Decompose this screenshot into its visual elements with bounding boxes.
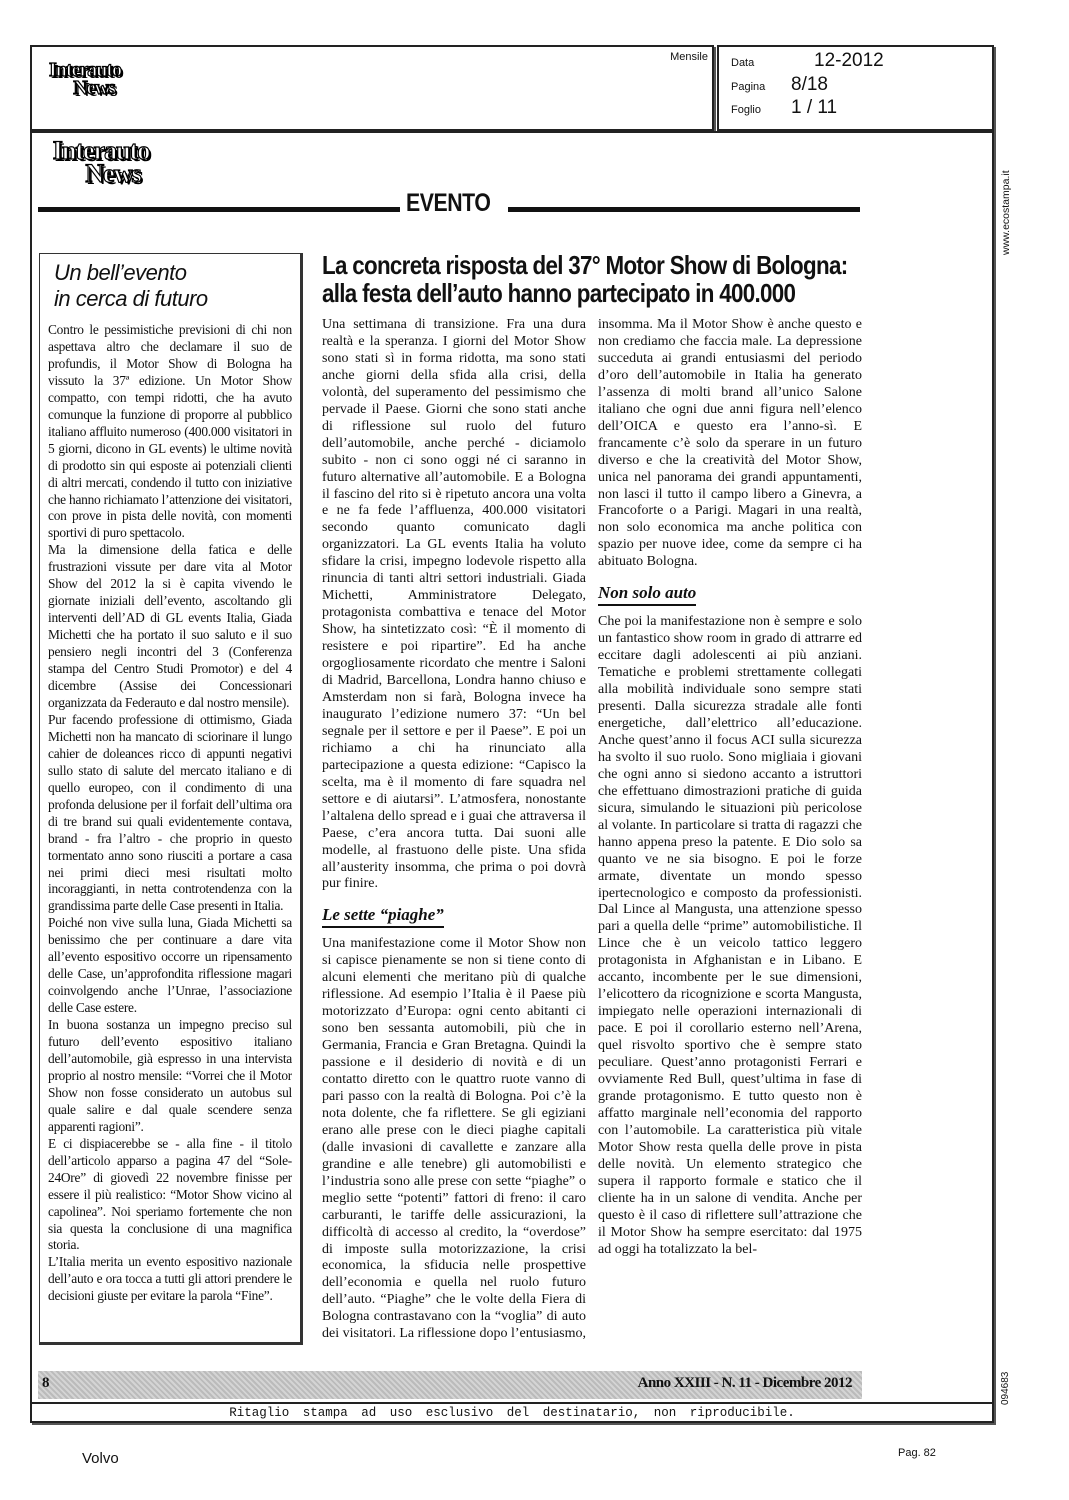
footer-issue: Anno XXIII - N. 11 - Dicembre 2012 [637,1375,852,1391]
data-value: 12-2012 [814,50,884,71]
headline-line2: alla festa dell’auto hanno partecipato in 400.000 [322,278,796,308]
body-section-1: Una manifestazione come il Motor Show non si capisce pienamente se non si tiene conto di alcuni elementi che meritano più di qualche riflessione. Ad esempio l’Italia è il Paese più motorizzato d’Europa: ogni cento abitanti ci sono ben sessanta automobili, più che in Germania, Francia e Gran Bretagna. Quindi la passione e il desiderio di novità e di un contatto diretto con le quattro ruote vanno di pari passo con la realtà di Bologna. Poi c’è la nota dolente, che fa riflettere. Se gli egiziani erano alle prese con le dieci piaghe capitali (dalle invasioni di cavallette e zanzare alla grandine e alle tenebre) gli automobilisti e l’industria sono alle prese con sette “piaghe” o meglio sette “potenti” fattori di freno: il caro carburanti, le tariffe delle assicurazioni, la difficoltà di accesso al credito, la “overdose” di imposte sulla motorizzazione, la crisi economica, la sfiducia nelle prospettive dell’economia e quella nel ruolo futuro dell’auto. “Piaghe” che le volte della Fiera di Bologna contrastavano con la “voglia” di auto dei visitatori. La riflessione dopo l’entusiasmo, insomma. Ma il Motor Show è anche questo e non crediamo che faccia male. La depressione succeduta ai grandi entusiasmi del periodo d’oro dell’automobile in Italia ha generato l’assenza di molti brand all’unico Salone italiano che ogni due anni figura nell’elenco dell’OICA e questo era l’anno-sì. E francamente c’è solo da sperare in un futuro diverso e che la creatività del Motor Show, unica nel panorama dei grandi appuntamenti, non lasci il tutto il campo libero a Ginevra, a Francoforte o a Parigi. Magari in una realtà, non solo economica ma anche politica con spazio per nuove idee, come da sempre ci ha abituato Bologna. [322,317,862,1342]
frequency-label: Mensile [670,51,708,63]
sidebar-title-line1: Un bell’evento [54,260,187,285]
body-section-2: Che poi la manifestazione non è sempre e solo un fantastico show room in grado di attrarre ed eccitare dagli adolescenti ai più anziani. Tematiche e problemi strettamente collegati alla mobilità individuale sono sempre stati presenti. Dalla sicurezza stradale alle fonti energetiche, dall’elettrico all’educazione. Anche quest’anno il focus ACI sulla sicurezza ha svolto il suo ruolo. Sono migliaia i giovani che ogni anno si siedono accanto a istruttori che effettuano dimostrazioni pratiche di guida sicura, simulando le situazioni più pericolose al volante. In particolare si tratta di ragazzi che hanno appena preso la patente. E Dio solo sa quanto ve ne sia bisogno. E poi le forze armate, diventate un mondo spesso ipertecnologico e composto da professionisti. Dal Lince al Mangusta, una attenzione spesso pari a quella delle “prime” automobilistiche. Il Lince che è un veicolo tattico leggero protagonista in Afghanistan e in Libano. E accanto, incombente per le sue dimensioni, l’elicottero da ricognizione e scorta Mangusta, impiegato nelle operazioni internazionali di pace. E poi il corollario esterno nell’Arena, quel risvolto sportivo che è sempre stato peculiare. Quest’anno protagonisti Ferrari e ovviamente Red Bull, quest’ultima in fase di grande protagonismo. E tutto questo non è affatto marginale nell’economia del rapporto con l’automobile. La caratteristica più vitale Motor Show resta quella delle prove in pista delle novità. Un elemento strategico che supera il rapporto formale e statico che il cliente ha in un salone di vendita. Anche per questo è il caso di riflettere sull’attrazione che il Motor Show ha sempre esercitato: dal 1975 ad oggi ha totalizzato la bel- [598,614,862,1257]
sidebar-text [48,322,292,1337]
disclaimer: Ritaglio stampa ad uso esclusivo del destinatario, non riproducibile. [229,1406,795,1420]
header-left-box [30,45,714,131]
sidebar-paragraph: E ci dispiacerebbe se - alla fine - il titolo dell’articolo apparso a pagina 47 del “Sole-24Ore” di giovedì 22 novembre finisse per essere il più realistico: “Motor Show vicino al capolinea”. Noi speriamo fortemente che non sia questa la conclusione di una magnifica storia. [48,1135,292,1253]
body-intro: Una settimana di transizione. Fra una dura realtà e la speranza. I giorni del Motor Show sono stati sì in forma ridotta, ma sono stati anche giorni della sfida alla crisi, della volontà, del superamento del pessimismo che pervade il Paese. Giorni che sono stati anche di riflessione sul ruolo del futuro dell’automobile, anche perché - diciamolo subito - non ci sono oggi né ci saranno in futuro alternative all’automobile. E a Bologna il fascino del rito si è ripetuto ancora una volta e ne fa fede l’affluenza, 400.000 visitatori secondo quanto comunicato dagli organizzatori. La GL events Italia ha voluto sfidare la crisi, impegno lodevole rispetto alla rinuncia di tanti altri settori industriali. Giada Michetti, Amministratore Delegato, protagonista combattiva e tenace del Motor Show, ha sintetizzato così: “È il momento di resistere e poi ripartire”. Ed ha anche orgogliosamente ricordato che mentre i Saloni di Madrid, Barcellona, Londra hanno chiuso e Amsterdam non si farà, Bologna invece ha inaugurato l’edizione numero 37: “Un bel segnale per il settore e per il Paese”. E poi un richiamo a chi ha rinunciato alla partecipazione a questa edizione: “Capisco la scelta, ma è il momento di fare squadra nel settore e di aiutarsi”. L’atmosfera, nonostante l’altalena dello spread e i guai che attraversa il Paese, c’era ancora tutta. Dai suoni alle modelle, al frastuono delle piste. Una sfida all’austerity insomma, che prima o poi dovrà pur finire. [322,317,586,892]
article-logo-line2: News [85,159,141,189]
disclaimer-divider [32,1402,992,1404]
page-footer-strip [38,1371,862,1399]
publication-logo [40,61,130,97]
sidebar-title-line2: in cerca di futuro [54,286,208,311]
section-label: EVENTO [406,189,491,217]
page-number: Pag. 82 [898,1447,936,1459]
header-meta-box [717,45,994,131]
article-headline [322,251,847,307]
logo-line2: News [73,77,115,99]
sidebar-paragraph: Ma la dimensione della fatica e delle frustrazioni vissute per dare vita al Motor Show del 2012 la si è capita vivendo le giornate iniziali dell’evento, ascoltando gli interventi dell’AD di GL events Italia, Giada Michetti che ha portato il suo saluto e il suo pensiero negli incontri del 3 (Conferenza stampa del Centro Studi Promotor) e del 4 dicembre (Assise dei Concessionari organizzata da Federauto e dal nostro mensile). [48,542,292,710]
subhead-non-solo-auto: Non solo auto [598,585,696,606]
pagina-label: Pagina [731,81,766,93]
footer-page-number: 8 [42,1375,50,1391]
sidebar-paragraph: In buona sostanza un impegno preciso sul futuro dell’evento espositivo italiano dell’automobile, già espresso in una intervista proprio al nostro mensile: “Vorrei che il Motor Show non fosse considerato un autobus sul quale salire e dal quale scendere senza apparenti ragioni”. [48,1017,292,1134]
foglio-value: 1 / 11 [791,97,838,118]
foglio-label: Foglio [731,104,761,116]
section-rule-right [508,207,860,212]
logo-line1: Interauto [48,59,122,81]
article-clipping [30,131,994,1423]
article-body [322,317,862,1357]
article-logo [46,136,156,189]
article-logo-line1: Interauto [52,136,150,165]
sidebar-box [39,253,303,1345]
client-name: Volvo [82,1450,119,1467]
code-vertical: 094683 [1000,1371,1011,1405]
sidebar-paragraph: Contro le pessimistiche previsioni di chi non aspettava altro che declamare il suo de profundis, il Motor Show di Bologna ha vissuto la 37ª edizione. Un Motor Show compatto, con tempi ridotti, che ha avuto comunque la funzione di proporre al pubblico italiano affluito numeroso (400.000 visitatori in 5 giorni, dicono in GL events) le ultime novità di prodotto sin qui esposte ai potenziali clienti di altri mercati, condendo il tutto con iniziative che hanno richiamato l’attenzione dei visitatori, con prove in pista delle novità, con momenti sportivi di puro spettacolo. [48,322,292,541]
sidebar-paragraph: Pur facendo professione di ottimismo, Giada Michetti non ha mancato di sciorinare il lungo cahier de doleances ricco di appunti negativi sullo stato di salute del mercato italiano e di quello europeo, con il condimento di una profonda delusione per il forfait dell’ultima ora di tre brand sui quali evidentemente contava, brand - fra l’altro - che proprio in questo tormentato anno sono riusciti a portare a casa nei primi dieci mesi risultati molto incoraggianti, in netta controtendenza con la grandissima parte delle Case presenti in Italia. [48,711,292,914]
sidebar-paragraph: L’Italia merita un evento espositivo nazionale dell’auto e ora tocca a tutti gli attori prendere le decisioni giuste per evitare la parola “Fine”. [48,1254,292,1304]
data-label: Data [731,57,755,69]
section-rule-left [38,207,400,212]
headline-line1: La concreta risposta del 37° Motor Show di Bologna: [322,250,848,280]
sidebar-title [54,260,300,312]
website-vertical: www.ecostampa.it [1000,170,1012,255]
pagina-value: 8/18 [791,74,828,95]
sidebar-paragraph: Poiché non vive sulla luna, Giada Michetti sa benissimo che per continuare a dare vita all’evento espositivo occorre un ripensamento delle Case, un’approfondita riflessione magari coinvolgendo anche l’Unrae, l’associazione delle Case estere. [48,915,292,1016]
subhead-sette-piaghe: Le sette “piaghe” [322,907,444,928]
